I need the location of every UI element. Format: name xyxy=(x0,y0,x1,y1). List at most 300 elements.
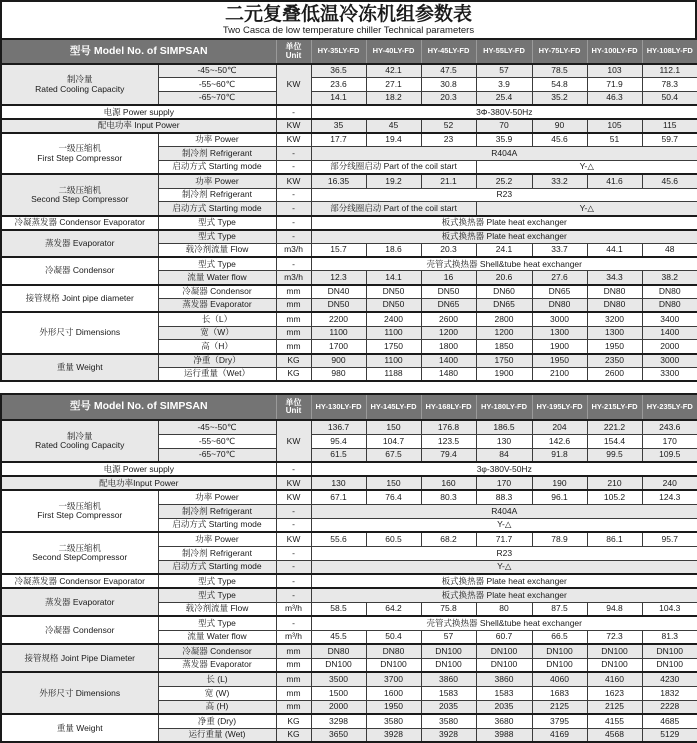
value-cell: 112.1 xyxy=(642,64,697,78)
unit-cell: mm xyxy=(276,340,311,354)
table-2-header xyxy=(1,394,697,420)
value-cell: 60.5 xyxy=(366,532,421,546)
value-cell: 2100 xyxy=(532,368,587,382)
parameter-cell: 功率 Power xyxy=(158,490,276,504)
value-cell: 44.1 xyxy=(587,243,642,257)
parameter-cell: -55~60℃ xyxy=(158,434,276,448)
value-cell: 4155 xyxy=(587,714,642,728)
unit-cell: KG xyxy=(276,354,311,368)
value-cell: DN80 xyxy=(532,299,587,313)
value-cell: 4568 xyxy=(587,728,642,742)
value-cell: 3928 xyxy=(366,728,421,742)
value-cell: 1850 xyxy=(476,340,532,354)
value-cell: 61.5 xyxy=(311,448,366,462)
value-cell: 3860 xyxy=(476,672,532,686)
value-cell: 2600 xyxy=(421,312,476,326)
table-row xyxy=(1,532,697,546)
category-line: 一级压缩机 xyxy=(58,143,101,154)
value-cell: 4160 xyxy=(587,672,642,686)
value-cell: 14.1 xyxy=(366,271,421,285)
value-cell: 27.6 xyxy=(532,271,587,285)
value-cell: 24.1 xyxy=(476,243,532,257)
category-line: 蒸发器 Evaporator xyxy=(45,596,115,607)
category-line: Rated Cooling Capacity xyxy=(35,83,125,94)
unit-header-en: Unit xyxy=(285,50,302,60)
value-cell: DN100 xyxy=(421,658,476,672)
category-cell xyxy=(1,462,276,476)
value-cell: 3400 xyxy=(642,312,697,326)
value-cell: 16.35 xyxy=(311,174,366,188)
parameter-cell: -45~-50℃ xyxy=(158,420,276,434)
value-cell: 170 xyxy=(476,476,532,490)
category-cell xyxy=(1,285,158,313)
unit-cell: - xyxy=(276,105,311,119)
value-cell: 2800 xyxy=(476,312,532,326)
value-cell: 25.2 xyxy=(476,174,532,188)
value-cell: 58.5 xyxy=(311,602,366,616)
value-cell: DN80 xyxy=(642,299,697,313)
parameter-cell: 高 (H) xyxy=(158,700,276,714)
value-cell: DN60 xyxy=(476,285,532,299)
category-line: Second StepCompressor xyxy=(32,552,128,563)
model-column: HY-215LY-FD xyxy=(587,394,642,420)
table-row xyxy=(1,616,697,630)
value-cell: 176.8 xyxy=(421,420,476,434)
value-cell: 94.8 xyxy=(587,602,642,616)
value-cell: 95.4 xyxy=(311,434,366,448)
value-cell: 50.4 xyxy=(642,92,697,106)
category-line: Rated Cooling Capacity xyxy=(35,440,125,451)
parameter-cell: 蒸发器 Evaporator xyxy=(158,658,276,672)
value-cell: DN50 xyxy=(366,285,421,299)
value-cell: 35 xyxy=(311,119,366,133)
value-cell: 2125 xyxy=(587,700,642,714)
value-cell: 99.5 xyxy=(587,448,642,462)
value-cell: 130 xyxy=(476,434,532,448)
table-row xyxy=(1,230,697,244)
value-cell: DN100 xyxy=(532,644,587,658)
value-cell: 57 xyxy=(476,64,532,78)
value-cell: 42.1 xyxy=(366,64,421,78)
unit-cell: KW xyxy=(276,133,311,147)
value-cell: 1583 xyxy=(421,686,476,700)
category-line: 重量 Weight xyxy=(56,722,103,733)
parameter-cell: 净重 (Dry) xyxy=(158,714,276,728)
value-cell: 210 xyxy=(587,476,642,490)
value-cell: 33.2 xyxy=(532,174,587,188)
category-cell xyxy=(1,64,158,105)
value-cell: 980 xyxy=(311,368,366,382)
value-cell: 1200 xyxy=(421,326,476,340)
unit-cell: mm xyxy=(276,658,311,672)
value-cell: 95.7 xyxy=(642,532,697,546)
value-cell: 240 xyxy=(642,476,697,490)
unit-cell: - xyxy=(276,546,311,560)
unit-cell: - xyxy=(276,462,311,476)
unit-cell: - xyxy=(276,147,311,161)
unit-cell: - xyxy=(276,574,311,588)
value-cell: 3860 xyxy=(421,672,476,686)
unit-cell: m³/h xyxy=(276,602,311,616)
value-cell: 84 xyxy=(476,448,532,462)
category-cell xyxy=(1,230,158,258)
category-cell xyxy=(1,133,158,174)
value-cell: 18.2 xyxy=(366,92,421,106)
table-row xyxy=(1,133,697,147)
value-cell: 27.1 xyxy=(366,78,421,92)
table-row xyxy=(1,672,697,686)
model-column: HY-180LY-FD xyxy=(476,394,532,420)
value-cell: 30.8 xyxy=(421,78,476,92)
parameter-cell: 载冷剂流量 Flow xyxy=(158,243,276,257)
value-cell: 板式换热器 Plate heat exchanger xyxy=(311,588,697,602)
model-column: HY-55LY-FD xyxy=(476,39,532,64)
category-line: 二级压缩机 xyxy=(58,184,101,195)
value-cell: DN100 xyxy=(532,658,587,672)
parameter-cell: 功率 Power xyxy=(158,532,276,546)
category-line: 二级压缩机 xyxy=(58,542,101,553)
value-cell: 壳管式换热器 Shell&tube heat exchanger xyxy=(311,616,697,630)
value-cell: 104.7 xyxy=(366,434,421,448)
value-cell: DN65 xyxy=(476,299,532,313)
value-cell: 76.4 xyxy=(366,490,421,504)
value-cell: 51 xyxy=(587,133,642,147)
parameter-cell: 冷凝器 Condensor xyxy=(158,644,276,658)
value-cell: 115 xyxy=(642,119,697,133)
category-line: 冷凝蒸发器 Condensor Evaporator xyxy=(14,216,145,227)
value-cell: 1750 xyxy=(476,354,532,368)
model-column: HY-195LY-FD xyxy=(532,394,587,420)
value-cell: Y-△ xyxy=(476,202,697,216)
table-row xyxy=(1,588,697,602)
category-line: 配电功率Input Power xyxy=(99,477,179,488)
parameter-cell: -55~60℃ xyxy=(158,78,276,92)
category-line: Second Step Compressor xyxy=(31,194,129,205)
value-cell: 3795 xyxy=(532,714,587,728)
value-cell: 4230 xyxy=(642,672,697,686)
value-cell: 1700 xyxy=(311,340,366,354)
unit-cell: KG xyxy=(276,728,311,742)
unit-cell: - xyxy=(276,216,311,230)
table-row xyxy=(1,174,697,188)
value-cell: 3580 xyxy=(421,714,476,728)
category-cell xyxy=(1,672,158,714)
unit-cell: - xyxy=(276,161,311,175)
value-cell: 2350 xyxy=(587,354,642,368)
category-line: 外形尺寸 Dimensions xyxy=(39,687,121,698)
unit-cell: - xyxy=(276,588,311,602)
value-cell: 1400 xyxy=(642,326,697,340)
category-line: 电源 Power supply xyxy=(103,463,174,474)
value-cell: 2228 xyxy=(642,700,697,714)
model-column: HY-75LY-FD xyxy=(532,39,587,64)
value-cell: DN100 xyxy=(587,658,642,672)
category-cell xyxy=(1,312,158,353)
parameter-cell: 流量 Water flow xyxy=(158,630,276,644)
value-cell: 79.4 xyxy=(421,448,476,462)
table-2-body xyxy=(1,420,697,742)
value-cell: 16 xyxy=(421,271,476,285)
unit-header xyxy=(276,394,311,420)
table-row xyxy=(1,462,697,476)
unit-cell: KW xyxy=(276,490,311,504)
value-cell: 2600 xyxy=(587,368,642,382)
category-cell xyxy=(1,574,158,588)
parameter-cell: 启动方式 Starting mode xyxy=(158,161,276,175)
value-cell: DN100 xyxy=(587,644,642,658)
unit-cell: KG xyxy=(276,368,311,382)
model-column: HY-35LY-FD xyxy=(311,39,366,64)
value-cell: 36.5 xyxy=(311,64,366,78)
value-cell: 78.9 xyxy=(532,532,587,546)
sheet-subtitle: Two Casca de low temperature chiller Technical parameters xyxy=(222,25,475,36)
value-cell: 5129 xyxy=(642,728,697,742)
parameter-cell: 宽 (W) xyxy=(158,686,276,700)
unit-cell: - xyxy=(276,560,311,574)
value-cell: 2000 xyxy=(642,340,697,354)
value-cell: 64.2 xyxy=(366,602,421,616)
unit-cell: KW xyxy=(276,532,311,546)
value-cell: 3650 xyxy=(311,728,366,742)
parameter-cell: 功率 Power xyxy=(158,174,276,188)
value-cell: 204 xyxy=(532,420,587,434)
value-cell: 142.6 xyxy=(532,434,587,448)
value-cell: 130 xyxy=(311,476,366,490)
value-cell: 68.2 xyxy=(421,532,476,546)
value-cell: 35.2 xyxy=(532,92,587,106)
value-cell: 104.3 xyxy=(642,602,697,616)
value-cell: R404A xyxy=(311,147,697,161)
unit-cell: KW xyxy=(276,174,311,188)
parameter-cell: 冷凝器 Condensor xyxy=(158,285,276,299)
category-cell xyxy=(1,105,276,119)
value-cell: DN50 xyxy=(366,299,421,313)
value-cell: 136.7 xyxy=(311,420,366,434)
value-cell: 1750 xyxy=(366,340,421,354)
parameter-cell: 启动方式 Starting mode xyxy=(158,560,276,574)
value-cell: 2125 xyxy=(532,700,587,714)
value-cell: 1832 xyxy=(642,686,697,700)
value-cell: 25.4 xyxy=(476,92,532,106)
value-cell: 1950 xyxy=(587,340,642,354)
value-cell: 1900 xyxy=(476,368,532,382)
category-cell xyxy=(1,714,158,742)
value-cell: DN100 xyxy=(642,644,697,658)
value-cell: 3680 xyxy=(476,714,532,728)
model-column: HY-168LY-FD xyxy=(421,394,476,420)
value-cell: R404A xyxy=(311,504,697,518)
parameter-cell: 型式 Type xyxy=(158,574,276,588)
parameter-cell: 制冷剂 Refrigerant xyxy=(158,546,276,560)
value-cell: 1583 xyxy=(476,686,532,700)
category-cell xyxy=(1,420,158,462)
value-cell: 150 xyxy=(366,420,421,434)
unit-header-zh: 单位 xyxy=(285,42,302,52)
parameter-cell: 制冷剂 Refrigerant xyxy=(158,188,276,202)
model-column: HY-108LY-FD xyxy=(642,39,697,64)
value-cell: 66.5 xyxy=(532,630,587,644)
value-cell: 45 xyxy=(366,119,421,133)
value-cell: 186.5 xyxy=(476,420,532,434)
value-cell: 18.6 xyxy=(366,243,421,257)
table-1-header xyxy=(1,39,697,64)
value-cell: 1600 xyxy=(366,686,421,700)
unit-cell: mm xyxy=(276,672,311,686)
value-cell: 109.5 xyxy=(642,448,697,462)
unit-cell: - xyxy=(276,504,311,518)
value-cell: DN100 xyxy=(476,644,532,658)
value-cell: Y-△ xyxy=(476,161,697,175)
unit-cell: - xyxy=(276,230,311,244)
table-row xyxy=(1,420,697,434)
value-cell: 45.6 xyxy=(532,133,587,147)
category-line: 冷凝蒸发器 Condensor Evaporator xyxy=(14,575,145,586)
value-cell: 3298 xyxy=(311,714,366,728)
category-cell xyxy=(1,616,158,644)
value-cell: 55.6 xyxy=(311,532,366,546)
value-cell: 80 xyxy=(476,602,532,616)
value-cell: 部分线圈启动 Part of the coil start xyxy=(311,161,476,175)
parameter-cell: 载冷剂流量 Flow xyxy=(158,602,276,616)
category-cell xyxy=(1,490,158,532)
category-line: 配电功率 Input Power xyxy=(97,120,180,131)
table-row xyxy=(1,285,697,299)
model-column: HY-100LY-FD xyxy=(587,39,642,64)
parameter-cell: 长 (L) xyxy=(158,672,276,686)
category-line: 冷凝器 Condensor xyxy=(45,624,115,635)
parameter-cell: 制冷剂 Refrigerant xyxy=(158,504,276,518)
value-cell: 105.2 xyxy=(587,490,642,504)
value-cell: 50.4 xyxy=(366,630,421,644)
table-row xyxy=(1,105,697,119)
value-cell: 1500 xyxy=(311,686,366,700)
value-cell: 3500 xyxy=(311,672,366,686)
value-cell: 105 xyxy=(587,119,642,133)
value-cell: R23 xyxy=(311,546,697,560)
value-cell: R23 xyxy=(311,188,697,202)
value-cell: DN80 xyxy=(642,285,697,299)
unit-cell: m3/h xyxy=(276,243,311,257)
spec-table-2 xyxy=(0,393,697,743)
value-cell: 34.3 xyxy=(587,271,642,285)
table-row xyxy=(1,476,697,490)
parameter-cell: 运行重量（Wet） xyxy=(158,368,276,382)
model-column: HY-40LY-FD xyxy=(366,39,421,64)
category-cell xyxy=(1,476,276,490)
value-cell: DN80 xyxy=(587,285,642,299)
unit-cell: KW xyxy=(276,476,311,490)
value-cell: 45.5 xyxy=(311,630,366,644)
value-cell: 1200 xyxy=(476,326,532,340)
value-cell: 2000 xyxy=(311,700,366,714)
value-cell: 3200 xyxy=(587,312,642,326)
parameter-cell: 高（H） xyxy=(158,340,276,354)
value-cell: 19.4 xyxy=(366,133,421,147)
header-row xyxy=(1,394,697,420)
table-row xyxy=(1,216,697,230)
value-cell: 90 xyxy=(532,119,587,133)
value-cell: 46.3 xyxy=(587,92,642,106)
value-cell: 1800 xyxy=(421,340,476,354)
value-cell: 59.7 xyxy=(642,133,697,147)
value-cell: 103 xyxy=(587,64,642,78)
value-cell: 板式换热器 Plate heat exchanger xyxy=(311,230,697,244)
unit-header-zh: 单位 xyxy=(285,397,302,407)
table-row xyxy=(1,714,697,728)
unit-header-en: Unit xyxy=(285,406,302,416)
category-line: 重量 Weight xyxy=(56,361,103,372)
table-row xyxy=(1,64,697,78)
value-cell: 3Φ-380V-50Hz xyxy=(311,105,697,119)
value-cell: 1900 xyxy=(532,340,587,354)
value-cell: 1300 xyxy=(532,326,587,340)
value-cell: 2400 xyxy=(366,312,421,326)
unit-cell: - xyxy=(276,518,311,532)
value-cell: 1480 xyxy=(421,368,476,382)
category-line: First Step Compressor xyxy=(37,152,123,163)
value-cell: 67.1 xyxy=(311,490,366,504)
value-cell: 3988 xyxy=(476,728,532,742)
value-cell: 1950 xyxy=(366,700,421,714)
spec-table-1 xyxy=(0,38,697,382)
value-cell: DN40 xyxy=(311,285,366,299)
category-cell xyxy=(1,174,158,215)
value-cell: 35.9 xyxy=(476,133,532,147)
parameter-cell: 型式 Type xyxy=(158,230,276,244)
value-cell: 52 xyxy=(421,119,476,133)
value-cell: 33.7 xyxy=(532,243,587,257)
parameter-cell: 型式 Type xyxy=(158,588,276,602)
value-cell: 190 xyxy=(532,476,587,490)
unit-cell: mm xyxy=(276,285,311,299)
unit-cell: KW xyxy=(276,64,311,105)
value-cell: 20.6 xyxy=(476,271,532,285)
value-cell: Y-△ xyxy=(311,518,697,532)
value-cell: 124.3 xyxy=(642,490,697,504)
value-cell: 1400 xyxy=(421,354,476,368)
value-cell: 70 xyxy=(476,119,532,133)
value-cell: 45.6 xyxy=(642,174,697,188)
value-cell: 221.2 xyxy=(587,420,642,434)
value-cell: 1950 xyxy=(532,354,587,368)
category-line: 冷凝器 Condensor xyxy=(45,265,115,276)
value-cell: DN100 xyxy=(311,658,366,672)
value-cell: 1683 xyxy=(532,686,587,700)
category-line: 制冷量 xyxy=(66,430,93,441)
category-line: 一级压缩机 xyxy=(58,500,101,511)
unit-header xyxy=(276,39,311,64)
parameter-cell: 长（L） xyxy=(158,312,276,326)
sheet-title-box xyxy=(0,0,697,38)
unit-cell: m³/h xyxy=(276,630,311,644)
parameter-cell: 型式 Type xyxy=(158,257,276,271)
value-cell: 1623 xyxy=(587,686,642,700)
value-cell: DN80 xyxy=(311,644,366,658)
value-cell: 96.1 xyxy=(532,490,587,504)
value-cell: 20.3 xyxy=(421,243,476,257)
table-gap xyxy=(0,382,697,393)
parameter-cell: 型式 Type xyxy=(158,616,276,630)
value-cell: 60.7 xyxy=(476,630,532,644)
category-line: 外形尺寸 Dimensions xyxy=(39,327,121,338)
value-cell: 1300 xyxy=(587,326,642,340)
value-cell: 71.7 xyxy=(476,532,532,546)
parameter-cell: 功率 Power xyxy=(158,133,276,147)
parameter-cell: -65~70℃ xyxy=(158,92,276,106)
value-cell: 壳管式换热器 Shell&tube heat exchanger xyxy=(311,257,697,271)
value-cell: 900 xyxy=(311,354,366,368)
value-cell: DN65 xyxy=(421,299,476,313)
